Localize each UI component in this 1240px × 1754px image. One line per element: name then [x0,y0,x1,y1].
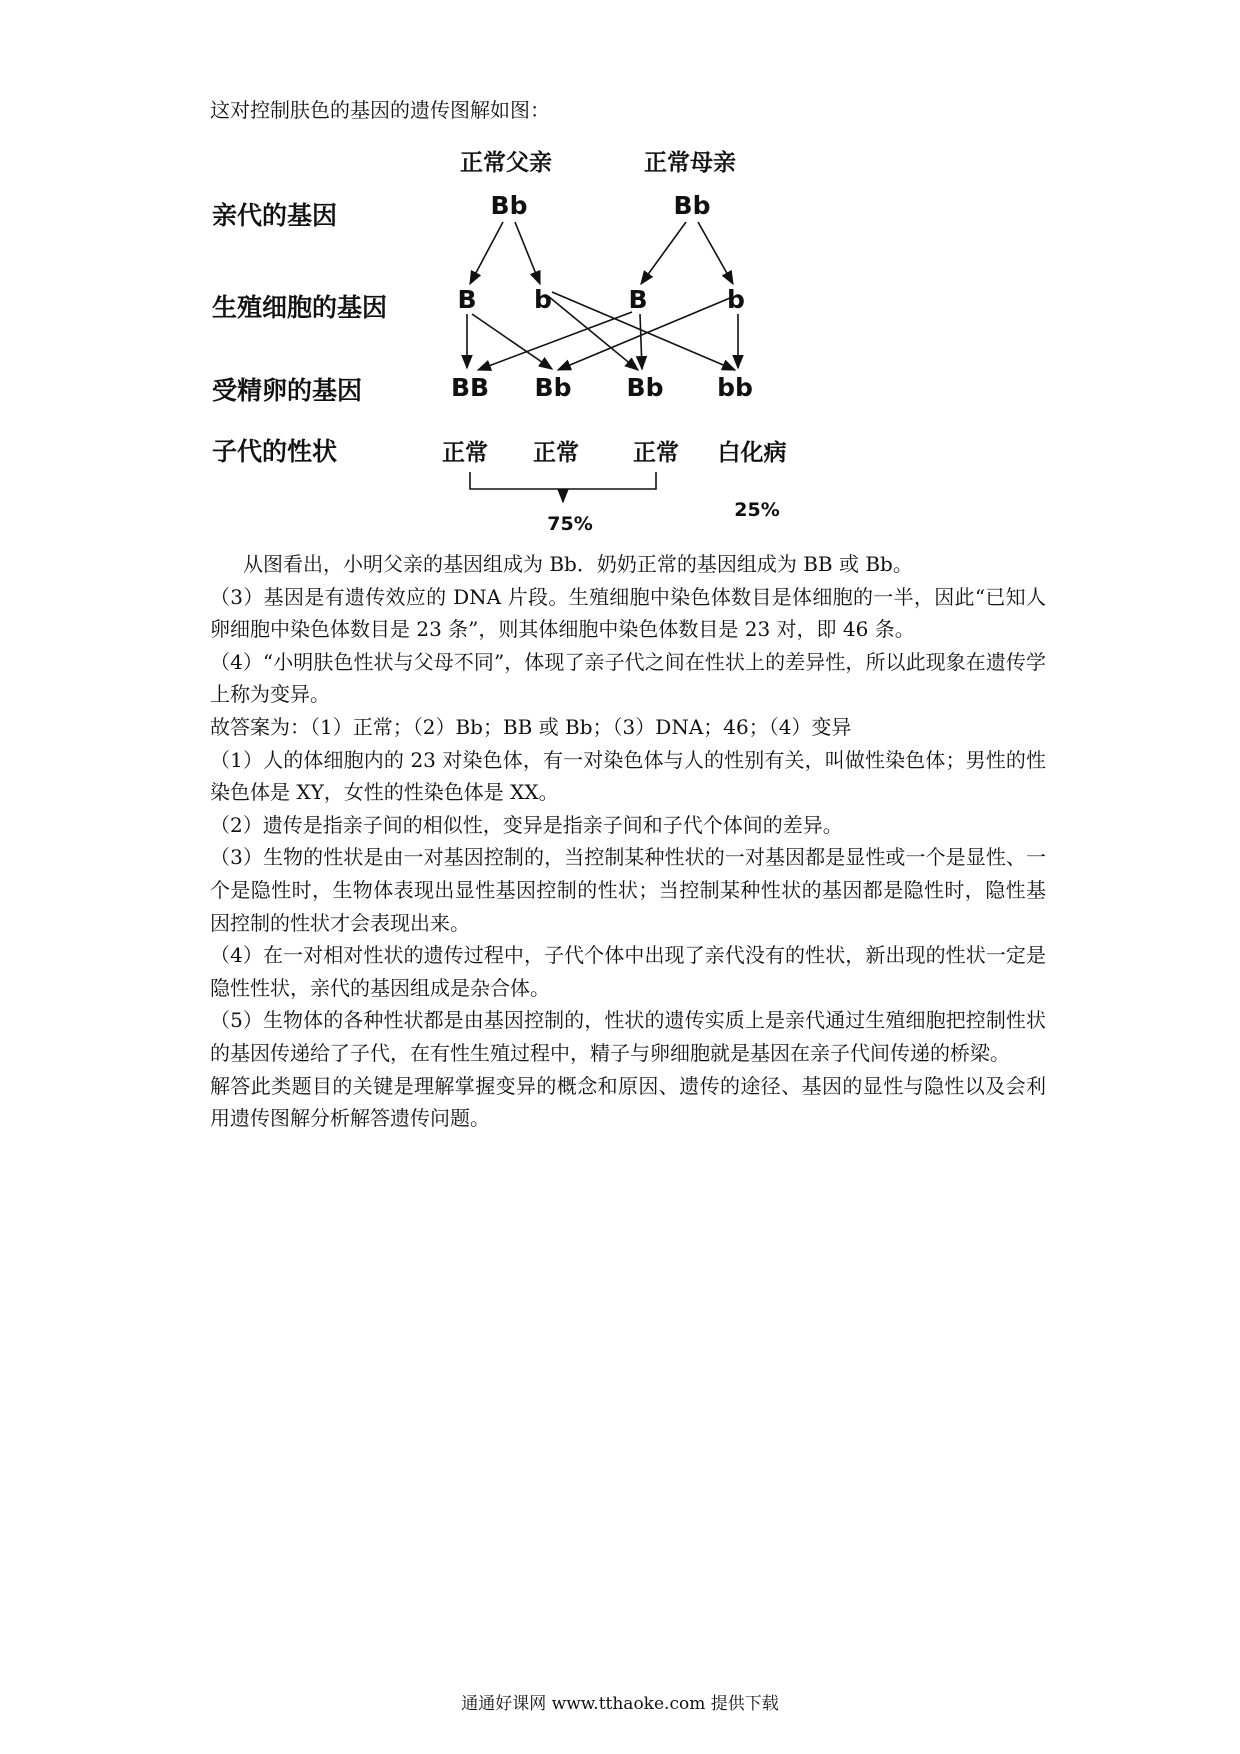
gamete-mother-B: B [628,285,648,314]
row-label-zygote-genes: 受精卵的基因 [212,376,363,405]
gamete-father-B: B [457,285,477,314]
paragraph: （5）生物体的各种性状都是由基因控制的，性状的遗传实质上是亲代通过生殖细胞把控制性状的基因传递给了子代，在有性生殖过程中，精子与卵细胞就是基因在亲子代间传递的桥梁。 [210,1008,1046,1065]
row-label-parent-genes: 亲代的基因 [212,201,338,230]
trait-normal-1: 正常 [442,440,488,466]
paragraph: （4）在一对相对性状的遗传过程中，子代个体中出现了亲代没有的性状，新出现的性状一定是隐性性状，亲代的基因组成是杂合体。 [210,943,1046,1000]
page-footer: 通通好课网 www.tthaoke.com 提供下载 [461,1694,779,1714]
parent-to-gamete-arrows [470,222,733,284]
zygote-BB: BB [450,373,490,402]
mother-genotype: Bb [673,191,711,220]
trait-normal-2: 正常 [533,440,579,466]
trait-albino: 白化病 [717,440,787,466]
father-label: 正常父亲 [460,150,552,176]
intro-text: 这对控制肤色的基因的遗传图解如图： [210,98,550,122]
gamete-father-b: b [534,285,552,314]
row-label-offspring-traits: 子代的性状 [212,437,338,466]
zygote-Bb-2: Bb [626,373,664,402]
zygote-Bb-1: Bb [534,373,572,402]
percent-albino: 25% [734,499,780,521]
paragraph: （2）遗传是指亲子间的相似性，变异是指亲子间和子代个体间的差异。 [210,812,843,837]
mother-label: 正常母亲 [644,150,736,176]
paragraph: （3）生物的性状是由一对基因控制的，当控制某种性状的一对基因都是显性或一个是显性、一个是隐性时，生物体表现出显性基因控制的性状；当控制某种性状的基因都是隐性时，隐性基因控制的性状才会表现出来。 [210,845,1046,935]
row-label-gamete-genes: 生殖细胞的基因 [212,293,388,322]
trait-normal-3: 正常 [633,440,679,466]
answer-summary: 故答案为：（1）正常；（2）Bb；BB 或 Bb；（3）DNA；46；（4）变异 [210,714,852,739]
gamete-mother-b: b [727,285,745,314]
inheritance-diagram [0,0,1240,560]
paragraph: 从图看出，小明父亲的基因组成为 Bb．奶奶正常的基因组成为 BB 或 Bb。 [243,552,913,576]
normal-offspring-bracket [470,472,656,502]
paragraph: 解答此类题目的关键是理解掌握变异的概念和原因、遗传的途径、基因的显性与隐性以及会利用遗传图解分析解答遗传问题。 [210,1073,1046,1131]
gamete-to-zygote-arrows [467,292,738,370]
paragraph: （3）基因是有遗传效应的 DNA 片段。生殖细胞中染色体数目是体细胞的一半，因此“已知人卵细胞中染色体数目是 23 条”，则其体细胞中染色体数目是 23 对，即 46 条。 [210,584,1046,642]
percent-normal: 75% [547,513,593,535]
father-genotype: Bb [490,191,528,220]
paragraph: （1）人的体细胞内的 23 对染色体，有一对染色体与人的性别有关，叫做性染色体；男性的性染色体是 XY，女性的性染色体是 XX。 [210,747,1046,805]
paragraph: （4）“小明肤色性状与父母不同”，体现了亲子代之间在性状上的差异性，所以此现象在遗传学上称为变异。 [210,649,1046,707]
zygote-bb: bb [717,373,753,402]
explanation-text [210,548,1046,1135]
